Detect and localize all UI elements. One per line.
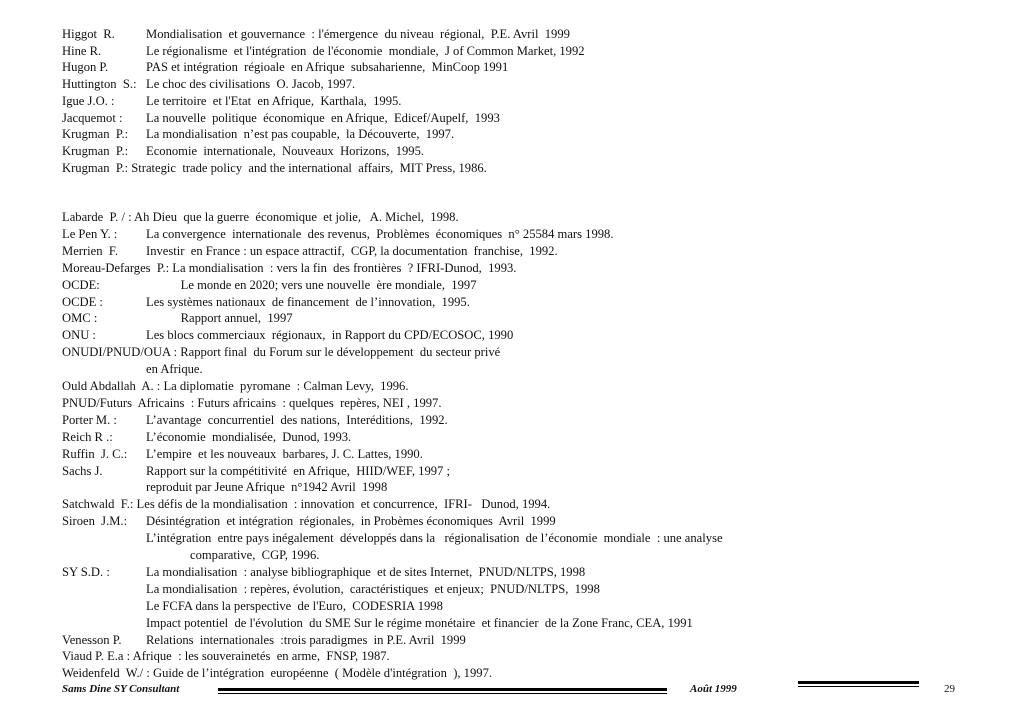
- entry-text: en Afrique.: [146, 362, 203, 377]
- entry-text: Les blocs commerciaux régionaux, in Rapport du CPD/ECOSOC, 1990: [146, 328, 514, 343]
- entry-text: La mondialisation : analyse bibliographique et de sites Internet, PNUD/NLTPS, 1998: [146, 564, 586, 579]
- entry-text: L’économie mondialisée, Dunod, 1993.: [146, 429, 352, 444]
- entry-text: Le régionalisme et l'intégration de l'économie mondiale, J of Common Market, 1992: [146, 43, 585, 58]
- footer-rule-left-thick: [218, 688, 667, 691]
- entry-text: Investir en France : un espace attractif, CGP, la documentation franchise, 1992.: [146, 243, 558, 258]
- footer-rule-right-thin: [798, 686, 919, 687]
- entry-text: Economie internationale, Nouveaux Horizons, 1995.: [146, 143, 425, 158]
- entry-text: Impact potentiel de l'évolution du SME Sur le régime monétaire et financier de la Zone Franc, CEA, 1991: [146, 615, 693, 630]
- footer-author: Sams Dine SY Consultant: [62, 683, 180, 695]
- entry-text: PAS et intégration régioale en Afrique subsaharienne, MinCoop 1991: [146, 60, 509, 75]
- entry-author: Merrien F.: [62, 243, 119, 258]
- entry-author: Krugman P.:: [62, 127, 129, 142]
- entry-author: Porter M. :: [62, 412, 117, 427]
- entry-author: Reich R .:: [62, 429, 113, 444]
- page-number: 29: [944, 683, 955, 695]
- entry-text: ONUDI/PNUD/OUA : Rapport final du Forum sur le développement du secteur privé: [62, 345, 501, 360]
- entry-author: Sachs J.: [62, 463, 103, 478]
- entry-text: L’avantage concurrentiel des nations, Interéditions, 1992.: [146, 412, 448, 427]
- entry-author: Igue J.O. :: [62, 93, 115, 108]
- entry-text: L’empire et les nouveaux barbares, J. C. Lattes, 1990.: [146, 446, 423, 461]
- entry-text: Krugman P.: Strategic trade policy and the international affairs, MIT Press, 1986.: [62, 160, 487, 175]
- entry-text: Mondialisation et gouvernance : l'émergence du niveau régional, P.E. Avril 1999: [146, 27, 570, 41]
- entry-author: Le Pen Y. :: [62, 226, 118, 241]
- entry-text: Le monde en 2020; vers une nouvelle ère mondiale, 1997: [146, 277, 477, 292]
- entry-text: La mondialisation : repères, évolution, caractéristiques et enjeux; PNUD/NLTPS, 1998: [146, 581, 600, 596]
- entry-text: L’intégration entre pays inégalement développés dans la régionalisation de l’économie mondiale : une analyse: [146, 531, 723, 546]
- entry-text: La mondialisation n’est pas coupable, la Découverte, 1997.: [146, 127, 455, 142]
- entry-text: Le territoire et l'Etat en Afrique, Karthala, 1995.: [146, 93, 402, 108]
- entry-text: Rapport sur la compétitivité en Afrique, HIID/WEF, 1997 ;: [146, 463, 450, 478]
- entry-author: OCDE:: [62, 277, 100, 292]
- entry-text: Weidenfeld W./ : Guide de l’intégration européenne ( Modèle d'intégration ), 1997.: [62, 666, 493, 681]
- entry-author: OCDE :: [62, 294, 103, 309]
- entry-author: Venesson P.: [62, 632, 122, 647]
- entry-author: Hine R.: [62, 43, 102, 58]
- entry-author: SY S.D. :: [62, 564, 110, 579]
- footer-rule-left-thin: [218, 693, 667, 694]
- entry-text: Moreau-Defarges P.: La mondialisation : vers la fin des frontières ? IFRI-Dunod, 1993.: [62, 260, 517, 275]
- entry-text: La nouvelle politique économique en Afrique, Edicef/Aupelf, 1993: [146, 110, 500, 125]
- entry-author: Huttington S.:: [62, 77, 137, 92]
- entry-author: Jacquemot :: [62, 110, 123, 125]
- entry-text: Labarde P. / : Ah Dieu que la guerre économique et jolie, A. Michel, 1998.: [62, 210, 459, 224]
- entry-text: Satchwald F.: Les défis de la mondialisation : innovation et concurrence, IFRI- Dunod, 1994.: [62, 497, 551, 512]
- entry-text: Ould Abdallah A. : La diplomatie pyromane : Calman Levy, 1996.: [62, 379, 409, 393]
- entry-text: Désintégration et intégration régionales, in Probèmes économiques Avril 1999: [146, 514, 556, 529]
- footer-date: Août 1999: [690, 683, 737, 695]
- entry-text: Relations internationales :trois paradigmes in P.E. Avril 1999: [146, 632, 466, 647]
- entry-text: La convergence internationale des revenus, Problèmes économiques n° 25584 mars 1998.: [146, 226, 614, 241]
- entry-text: comparative, CGP, 1996.: [190, 548, 320, 562]
- entry-author: ONU :: [62, 328, 96, 343]
- entry-author: Krugman P.:: [62, 143, 129, 158]
- entry-text: Le FCFA dans la perspective de l'Euro, CODESRIA 1998: [146, 598, 443, 613]
- entry-author: Hugon P.: [62, 60, 109, 75]
- entry-text: Le choc des civilisations O. Jacob, 1997.: [146, 77, 356, 92]
- entry-author: Higgot R.: [62, 27, 115, 41]
- entry-text: Rapport annuel, 1997: [146, 311, 293, 326]
- entry-text: Les systèmes nationaux de financement de l’innovation, 1995.: [146, 294, 470, 309]
- entry-author: OMC :: [62, 311, 98, 326]
- entry-text: PNUD/Futurs Africains : Futurs africains : quelques repères, NEI , 1997.: [62, 395, 442, 410]
- entry-text: reproduit par Jeune Afrique n°1942 Avril 1998: [146, 480, 388, 495]
- entry-author: Ruffin J. C.:: [62, 446, 128, 461]
- entry-author: Siroen J.M.:: [62, 514, 128, 529]
- footer-rule-right-thick: [798, 681, 919, 684]
- entry-text: Viaud P. E.a : Afrique : les souverainetés en arme, FNSP, 1987.: [62, 649, 390, 664]
